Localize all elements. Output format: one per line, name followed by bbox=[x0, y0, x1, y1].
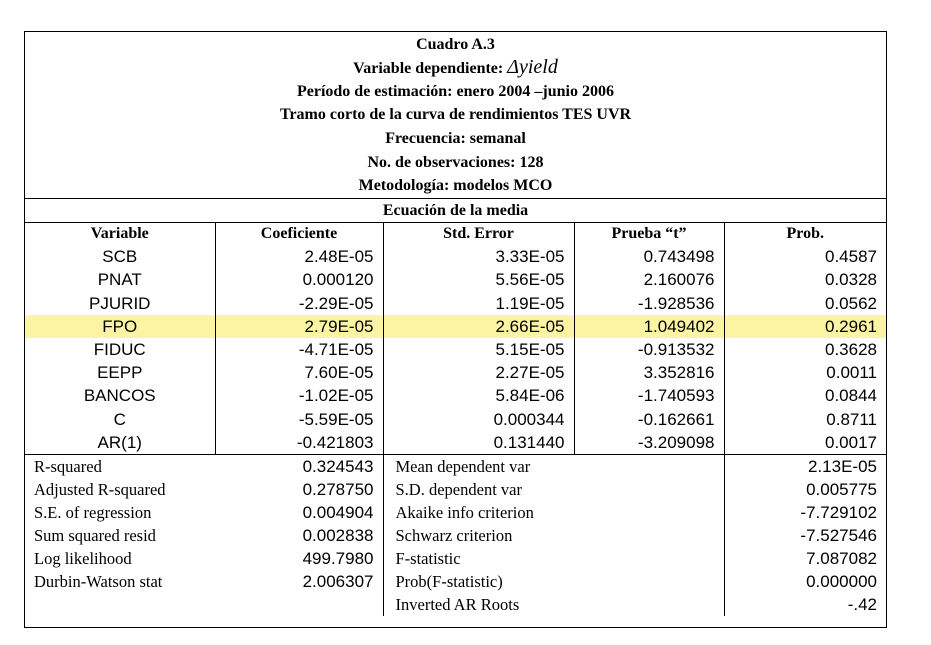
stat-value: 0.000000 bbox=[806, 571, 877, 591]
prob-cell: 0.0844 bbox=[825, 386, 877, 406]
std-error-cell: 5.84E-06 bbox=[383, 384, 574, 407]
table-row bbox=[25, 268, 886, 291]
column-header: Prob. bbox=[724, 223, 886, 246]
stat-value: 0.004904 bbox=[215, 501, 383, 524]
table-row bbox=[25, 431, 886, 455]
coefficient-cell: -0.421803 bbox=[215, 431, 383, 455]
variable-cell: SCB bbox=[25, 245, 215, 268]
stat-label bbox=[25, 593, 215, 616]
stat-label: Sum squared resid bbox=[34, 525, 156, 545]
table-row bbox=[25, 384, 886, 407]
t-stat-cell: 3.352816 bbox=[574, 361, 724, 384]
stat-label: Prob(F-statistic) bbox=[383, 570, 724, 593]
column-header: Prueba “t” bbox=[574, 223, 724, 246]
table-row bbox=[25, 361, 886, 384]
column-header: Variable bbox=[25, 223, 215, 246]
regression-table-box bbox=[24, 31, 887, 628]
stat-label: R-squared bbox=[25, 454, 215, 478]
column-header-row bbox=[25, 223, 886, 246]
std-error-cell: 0.131440 bbox=[383, 431, 574, 455]
stats-row bbox=[25, 501, 886, 524]
cuadro-title: Cuadro A.3 bbox=[416, 36, 495, 53]
stat-value: 0.324543 bbox=[215, 454, 383, 478]
t-stat-cell: 2.160076 bbox=[574, 268, 724, 291]
variable-cell: BANCOS bbox=[25, 384, 215, 407]
stat-value: 0.005775 bbox=[806, 479, 877, 499]
coefficient-cell: 0.000120 bbox=[215, 268, 383, 291]
stat-value: 0.002838 bbox=[215, 524, 383, 547]
coefficient-cell: -4.71E-05 bbox=[215, 338, 383, 361]
table-row bbox=[25, 408, 886, 431]
table-row bbox=[25, 292, 886, 315]
stat-label: Akaike info criterion bbox=[383, 501, 724, 524]
stat-value: 499.7980 bbox=[215, 547, 383, 570]
std-error-cell: 2.27E-05 bbox=[383, 361, 574, 384]
std-error-cell: 1.19E-05 bbox=[383, 292, 574, 315]
coefficient-cell: 2.48E-05 bbox=[215, 245, 383, 268]
std-error-cell: 2.66E-05 bbox=[383, 315, 574, 338]
variable-cell: FIDUC bbox=[25, 338, 215, 361]
t-stat-cell: -1.740593 bbox=[574, 384, 724, 407]
dependent-variable-label: Variable dependiente: bbox=[353, 60, 504, 77]
variable-cell: FPO bbox=[25, 315, 215, 338]
std-error-cell: 5.56E-05 bbox=[383, 268, 574, 291]
stat-label: Durbin-Watson stat bbox=[34, 571, 163, 591]
stat-value: 2.006307 bbox=[215, 570, 383, 593]
t-stat-cell: -1.928536 bbox=[574, 292, 724, 315]
coefficient-cell: -2.29E-05 bbox=[215, 292, 383, 315]
prob-cell: 0.0328 bbox=[825, 270, 877, 290]
t-stat-cell: -0.162661 bbox=[574, 408, 724, 431]
stat-label: Schwarz criterion bbox=[383, 524, 724, 547]
dependent-variable-symbol: Δyield bbox=[507, 56, 558, 78]
prob-cell: 0.3628 bbox=[825, 339, 877, 359]
column-header: Coeficiente bbox=[215, 223, 383, 246]
stat-value: -7.527546 bbox=[800, 525, 877, 545]
table-header bbox=[25, 32, 886, 198]
section-title: Ecuación de la media bbox=[382, 202, 529, 220]
stat-label: F-statistic bbox=[383, 547, 724, 570]
stats-row bbox=[25, 524, 886, 547]
t-stat-cell: -0.913532 bbox=[574, 338, 724, 361]
stat-value: -.42 bbox=[847, 594, 877, 614]
stat-label: S.E. of regression bbox=[34, 502, 152, 522]
stat-label: Log likelihood bbox=[34, 548, 132, 568]
std-error-cell: 5.15E-05 bbox=[383, 338, 574, 361]
stats-row bbox=[25, 454, 886, 478]
prob-cell: 0.8711 bbox=[826, 409, 877, 429]
prob-cell: 0.2961 bbox=[724, 315, 886, 338]
stats-row bbox=[25, 478, 886, 501]
t-stat-cell: 1.049402 bbox=[574, 315, 724, 338]
methodology: Metodología: modelos MCO bbox=[358, 177, 553, 195]
stat-value: 0.278750 bbox=[215, 478, 383, 501]
stat-value bbox=[215, 593, 383, 616]
coefficient-cell: -5.59E-05 bbox=[215, 408, 383, 431]
stat-label: Adjusted R-squared bbox=[34, 479, 166, 499]
prob-cell: 0.0562 bbox=[825, 293, 877, 313]
stats-row bbox=[25, 547, 886, 570]
variable-cell: PJURID bbox=[25, 292, 215, 315]
prob-cell: 0.0011 bbox=[826, 363, 877, 383]
frequency: Frecuencia: semanal bbox=[385, 130, 526, 148]
t-stat-cell: -3.209098 bbox=[574, 431, 724, 455]
variable-cell: EEPP bbox=[25, 361, 215, 384]
estimation-period: Período de estimación: enero 2004 –junio 2006 bbox=[296, 82, 614, 100]
variable-cell: AR(1) bbox=[25, 431, 215, 455]
prob-cell: 0.4587 bbox=[825, 247, 877, 267]
table-row bbox=[25, 338, 886, 361]
std-error-cell: 0.000344 bbox=[383, 408, 574, 431]
std-error-cell: 3.33E-05 bbox=[383, 245, 574, 268]
coefficient-cell: 7.60E-05 bbox=[215, 361, 383, 384]
coefficient-cell: -1.02E-05 bbox=[215, 384, 383, 407]
stat-value: -7.729102 bbox=[800, 502, 877, 522]
observations: No. de observaciones: 128 bbox=[367, 153, 544, 171]
variable-cell: PNAT bbox=[25, 268, 215, 291]
stat-label: Inverted AR Roots bbox=[383, 593, 724, 616]
curve-segment: Tramo corto de la curva de rendimientos TES UVR bbox=[279, 106, 632, 124]
prob-cell: 0.0017 bbox=[825, 432, 877, 452]
table-row bbox=[25, 315, 886, 338]
coefficients-table bbox=[25, 222, 886, 616]
t-stat-cell: 0.743498 bbox=[574, 245, 724, 268]
stat-label: S.D. dependent var bbox=[383, 478, 724, 501]
variable-cell: C bbox=[25, 408, 215, 431]
stat-value: 7.087082 bbox=[806, 548, 877, 568]
stats-row bbox=[25, 570, 886, 593]
stat-label: Mean dependent var bbox=[383, 454, 724, 478]
dependent-variable-line bbox=[25, 56, 886, 80]
stat-value: 2.13E-05 bbox=[724, 454, 886, 478]
stats-row bbox=[25, 593, 886, 616]
table-row bbox=[25, 245, 886, 268]
coefficient-cell: 2.79E-05 bbox=[215, 315, 383, 338]
column-header: Std. Error bbox=[383, 223, 574, 246]
